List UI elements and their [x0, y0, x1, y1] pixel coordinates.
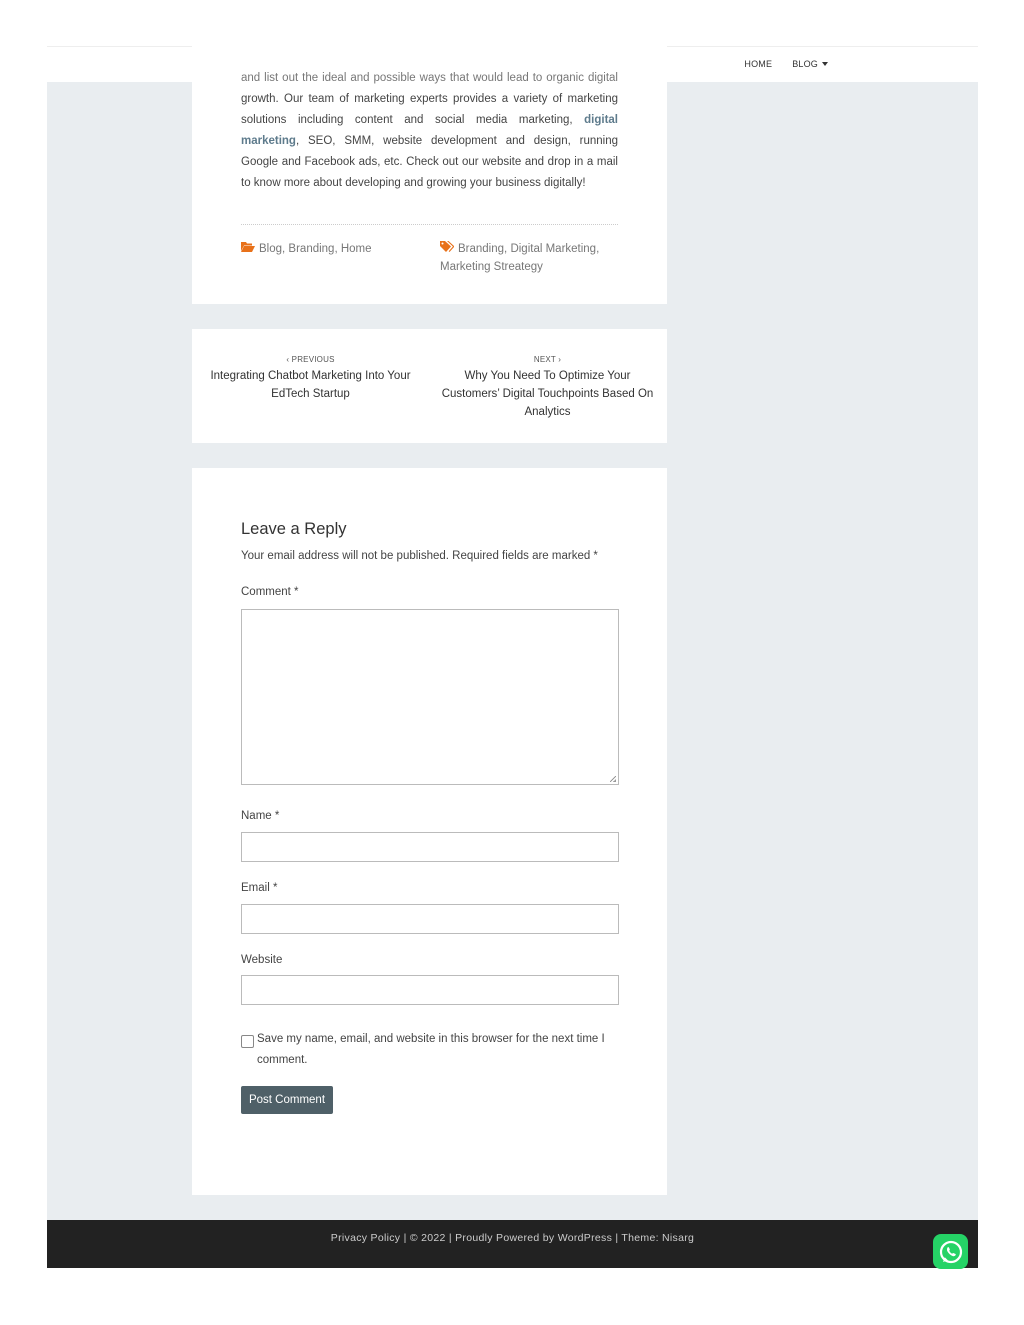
- comment-form-card: [192, 468, 667, 1195]
- privacy-policy-link[interactable]: Privacy Policy: [330, 1232, 401, 1244]
- wordpress-link[interactable]: Proudly Powered by WordPress: [455, 1232, 613, 1244]
- tags-icon: [440, 239, 454, 257]
- article-separator: [241, 224, 618, 225]
- name-label: Name *: [241, 810, 280, 822]
- nav-home-label: HOME: [744, 59, 773, 69]
- article-paragraph: [241, 68, 618, 194]
- comment-form: [241, 520, 619, 1106]
- email-input[interactable]: [241, 904, 619, 934]
- meta-separator: ,: [282, 243, 289, 255]
- category-link-branding[interactable]: Branding: [288, 243, 335, 255]
- article-faded-line: and list out the ideal and possible ways that would lead to organic digital: [241, 72, 618, 84]
- theme-separator: | Theme:: [612, 1232, 663, 1244]
- meta-separator: ,: [334, 243, 341, 255]
- next-post[interactable]: [440, 355, 655, 421]
- main-nav: [744, 59, 828, 69]
- digital-marketing-link[interactable]: digital marketing: [241, 114, 618, 147]
- site-footer: [47, 1220, 978, 1268]
- post-navigation: [192, 329, 667, 443]
- tag-link-digital-marketing[interactable]: Digital Marketing: [510, 243, 597, 255]
- nav-blog[interactable]: [792, 59, 828, 69]
- copyright-text: | © 2022 |: [400, 1232, 456, 1244]
- meta-separator: ,: [504, 243, 511, 255]
- save-info-checkbox[interactable]: [241, 1035, 254, 1048]
- post-comment-button[interactable]: Post Comment: [241, 1086, 333, 1114]
- post-tags: [440, 239, 620, 276]
- email-label: Email *: [241, 882, 278, 894]
- next-label: NEXT ›: [533, 355, 562, 364]
- caret-down-icon: [822, 62, 828, 66]
- nav-home[interactable]: [744, 59, 772, 69]
- meta-separator: ,: [596, 243, 600, 255]
- previous-label: ‹ PREVIOUS: [286, 355, 335, 364]
- article-body: [241, 68, 618, 194]
- category-link-blog[interactable]: Blog: [259, 243, 283, 255]
- footer-text: [47, 1232, 978, 1244]
- theme-link[interactable]: Nisarg: [662, 1232, 695, 1244]
- reply-title: Leave a Reply: [241, 520, 347, 538]
- category-link-home[interactable]: Home: [340, 243, 372, 255]
- tag-link-branding[interactable]: Branding: [458, 243, 505, 255]
- nav-blog-label: BLOG: [792, 59, 818, 69]
- tag-link-marketing-strategy[interactable]: Marketing Streategy: [440, 261, 543, 273]
- article-card: [192, 46, 667, 304]
- website-input[interactable]: [241, 975, 619, 1005]
- previous-post-title[interactable]: Integrating Chatbot Marketing Into Your EdTech Startup: [210, 370, 411, 400]
- save-info-label[interactable]: Save my name, email, and website in this browser for the next time I comment.: [257, 1033, 605, 1066]
- article-text-part-2: , SEO, SMM, website development and design, running Google and Facebook ads, etc. Check out our website and drop in a mail to know more about developing and growing your business digitally!: [241, 135, 618, 189]
- previous-post[interactable]: [203, 355, 418, 403]
- comment-label: Comment *: [241, 586, 299, 598]
- article-text-part-1: growth. Our team of marketing experts provides a variety of marketing solutions including content and social media marketing,: [241, 93, 618, 126]
- website-label: Website: [241, 954, 283, 966]
- whatsapp-icon[interactable]: [933, 1234, 968, 1269]
- page-background: [47, 46, 978, 1268]
- next-post-title[interactable]: Why You Need To Optimize Your Customers’ Digital Touchpoints Based On Analytics: [441, 370, 654, 418]
- folder-open-icon: [241, 239, 255, 257]
- save-info-row: [241, 1033, 619, 1071]
- name-input[interactable]: [241, 832, 619, 862]
- post-categories: [241, 239, 421, 258]
- comment-notes: Your email address will not be published. Required fields are marked *: [241, 550, 598, 562]
- comment-textarea[interactable]: [241, 609, 619, 785]
- resize-handle-icon[interactable]: [610, 776, 616, 782]
